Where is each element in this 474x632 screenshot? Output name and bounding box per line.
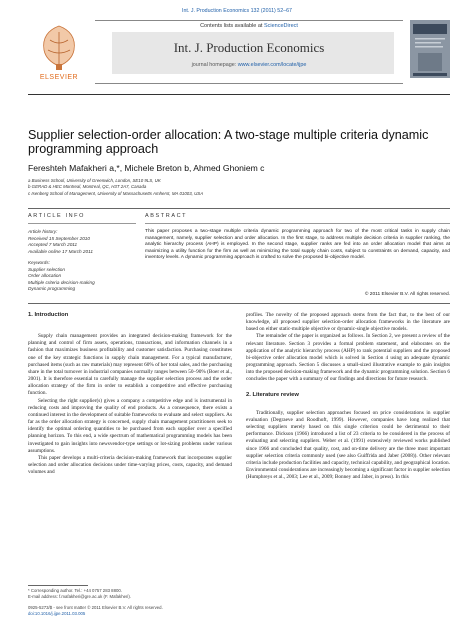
affiliation-c: c Isenberg School of Management, University of Massachusetts Amherst, MA 01003, USA xyxy=(28,190,204,196)
article-info xyxy=(28,229,136,293)
body-paragraph: Supply chain management provides an integrated decision-making framework for the planning and control of firm assets, operations, transactions, and information channels in a fashion that maximizes business profitability and customer satisfaction. Purchasing constitutes one of the key strategic functions in supply chain management. For a typical manufacturer, purchased items (such as raw materials) may represent 60% of her total sales, and the purchasing share in the total turnover in industrial companies normally ranges between 50–90% (Boer et al., 2001). It is therefore essential to carefully manage the supplier selection process and the order allocation strategy of the firm in order to establish a competitive and effective purchasing function. xyxy=(28,333,232,397)
journal-citation-link[interactable]: Int. J. Production Economics 132 (2011) 52–67 xyxy=(181,8,293,14)
paper-title: Supplier selection-order allocation: A two-stage multiple criteria dynamic programming approach xyxy=(28,128,429,157)
section-1-heading: 1. Introduction xyxy=(28,312,69,318)
keyword: Multiple criteria decision-making xyxy=(28,279,95,285)
affiliation-a: a Business School, University of Greenwich, London, SE10 9LS, UK xyxy=(28,178,161,183)
keyword: Order allocation xyxy=(28,273,62,278)
article-info-divider xyxy=(28,223,136,224)
elsevier-wordmark: ELSEVIER xyxy=(39,74,79,81)
received-date: Received 15 September 2010 xyxy=(28,235,91,241)
accepted-date: Accepted 7 March 2011 xyxy=(28,242,78,247)
abstract-copyright: © 2011 Elsevier B.V. All rights reserved. xyxy=(364,292,450,297)
body-paragraph: Selecting the right supplier(s) gives a company a competitive edge and is instrumental in reducing costs and improving the quality of end products. As a consequence, there exists a continued interest in the development of suitable frameworks to evaluate and select suppliers. As far as the order allocation strategy is concerned, supply chain management practitioners seek to identify the optimal ordering quantities to be purchased from each supplier over a specified planning horizon. To this end, a wide spectrum of mathematical programming models has been investigated to gain insights into newsvendor-type settings or lot-sizing problems under various assumptions. xyxy=(28,397,232,454)
journal-cover-image xyxy=(410,20,450,78)
issn-line: 0925-5273/$ - see front matter © 2011 Elsevier B.V. All rights reserved. xyxy=(28,605,163,610)
journal-homepage xyxy=(95,62,403,68)
email-note: E-mail address: f.mafakheri@gre.ac.uk (F. Mafakheri). xyxy=(28,593,131,599)
contents-prefix: Contents lists available at xyxy=(200,23,264,29)
journal-title: Int. J. Production Economics xyxy=(173,40,325,55)
elsevier-logo xyxy=(30,20,88,82)
footnote-divider xyxy=(28,585,88,586)
history-label: Article history: xyxy=(28,229,58,234)
contents-line xyxy=(95,23,403,29)
header-divider xyxy=(28,94,450,95)
body-column-left xyxy=(28,312,232,476)
body-paragraph: profiles. The novelty of the proposed approach stems from the fact that, to the best of our knowledge, all proposed supplier selection-order allocation frameworks in the literature are based on either static-multiple objective or dynamic-single objective models. xyxy=(246,312,450,333)
issn-info xyxy=(28,605,238,616)
homepage-link[interactable]: www.elsevier.com/locate/ijpe xyxy=(237,62,307,68)
keyword: Supplier selection xyxy=(28,266,66,272)
section-2-heading: 2. Literature review xyxy=(246,391,299,398)
footnotes xyxy=(28,588,238,599)
abstract-divider xyxy=(145,223,450,224)
body-paragraph: This paper develops a multi-criteria decision-making framework that incorporates supplier selection and order allocation decisions under time-varying prices, costs, capacity, and demand volumes and xyxy=(28,454,232,476)
abstract-bottom-divider xyxy=(28,303,450,304)
abstract-text: This paper proposes a two-stage multiple criteria dynamic programming approach for two of the most critical tasks in supply chain management, namely, supplier selection and order allocation. In the first stage, to address multiple decision criteria in supplier ranking, the analytic hierarchy process (AHP) is employed. In the second stage, supplier ranks are fed into an order allocation model that aims at maximizing a utility function for the firm as well as minimizing the total supply chain costs, subject to constraints on demand, capacity, and inventory levels. A dynamic programming approach is crafted to solve the proposed bi-objective model. xyxy=(145,229,450,260)
keyword: Dynamic programming xyxy=(28,286,76,291)
homepage-prefix: journal homepage: xyxy=(191,62,238,68)
online-date: Available online 17 March 2011 xyxy=(28,248,93,254)
body-paragraph: Traditionally, supplier selection approaches focused on price considerations in supplier evaluation (Degraeve and Roodhoft, 1999). However, companies have long realized that selecting suppliers merely based on this single criterion could be detrimental to their performance. Dickson (1966) introduced a list of 23 criteria to be considered in the process of evaluating and selecting suppliers. Weber et al. (1991) extensively reviewed works published since 1966 and concluded that quality, cost, and on-time delivery are the three most important supplier selection criteria commonly used (see also Guiffrida and Jaber (2008)). Other relevant criteria include production facilities and capacity, technical capability, and geographical location. Environmental considerations are increasingly becoming a significant factor in supplier selection (Humphreys et al., 2003; Lee et al., 2009; Bonney and Jaber, in press). In this xyxy=(246,409,450,481)
author-list: Fereshteh Mafakheri a,*, Michele Breton b, Ahmed Ghoniem c xyxy=(28,163,265,173)
body-paragraph: The remainder of the paper is organized as follows. In Section 2, we present a review of the relevant literature. Section 3 provides a formal problem statement, and elaborates on the application of the analytic hierarchy process (AHP) to rank potential suppliers and the proposed bi-objective order allocation model which is solved in Section 4 using an adequate dynamic programming approach. Section 5 discusses a small-sized illustrative example to gain insights into the proposed decision-making framework and the dynamic programming solution. Section 6 concludes the paper with a summary of our findings and directions for future research. xyxy=(246,333,450,383)
corresponding-author-note: * Corresponding author. Tel.: +44 0757 283 8800. xyxy=(28,588,122,593)
title-divider xyxy=(28,208,450,209)
affiliations xyxy=(28,178,203,197)
body-column-right xyxy=(246,312,450,481)
sciencedirect-link[interactable]: ScienceDirect xyxy=(263,23,298,29)
keywords-label: Keywords: xyxy=(28,260,50,265)
abstract-heading: ABSTRACT xyxy=(145,213,188,219)
article-info-heading: ARTICLE INFO xyxy=(28,213,85,219)
affiliation-b: b GERAD & HEC Montreal, Montreal, QC, H3T 2A7, Canada xyxy=(28,184,147,190)
doi-link[interactable]: doi:10.1016/j.ijpe.2011.03.005 xyxy=(28,610,86,616)
